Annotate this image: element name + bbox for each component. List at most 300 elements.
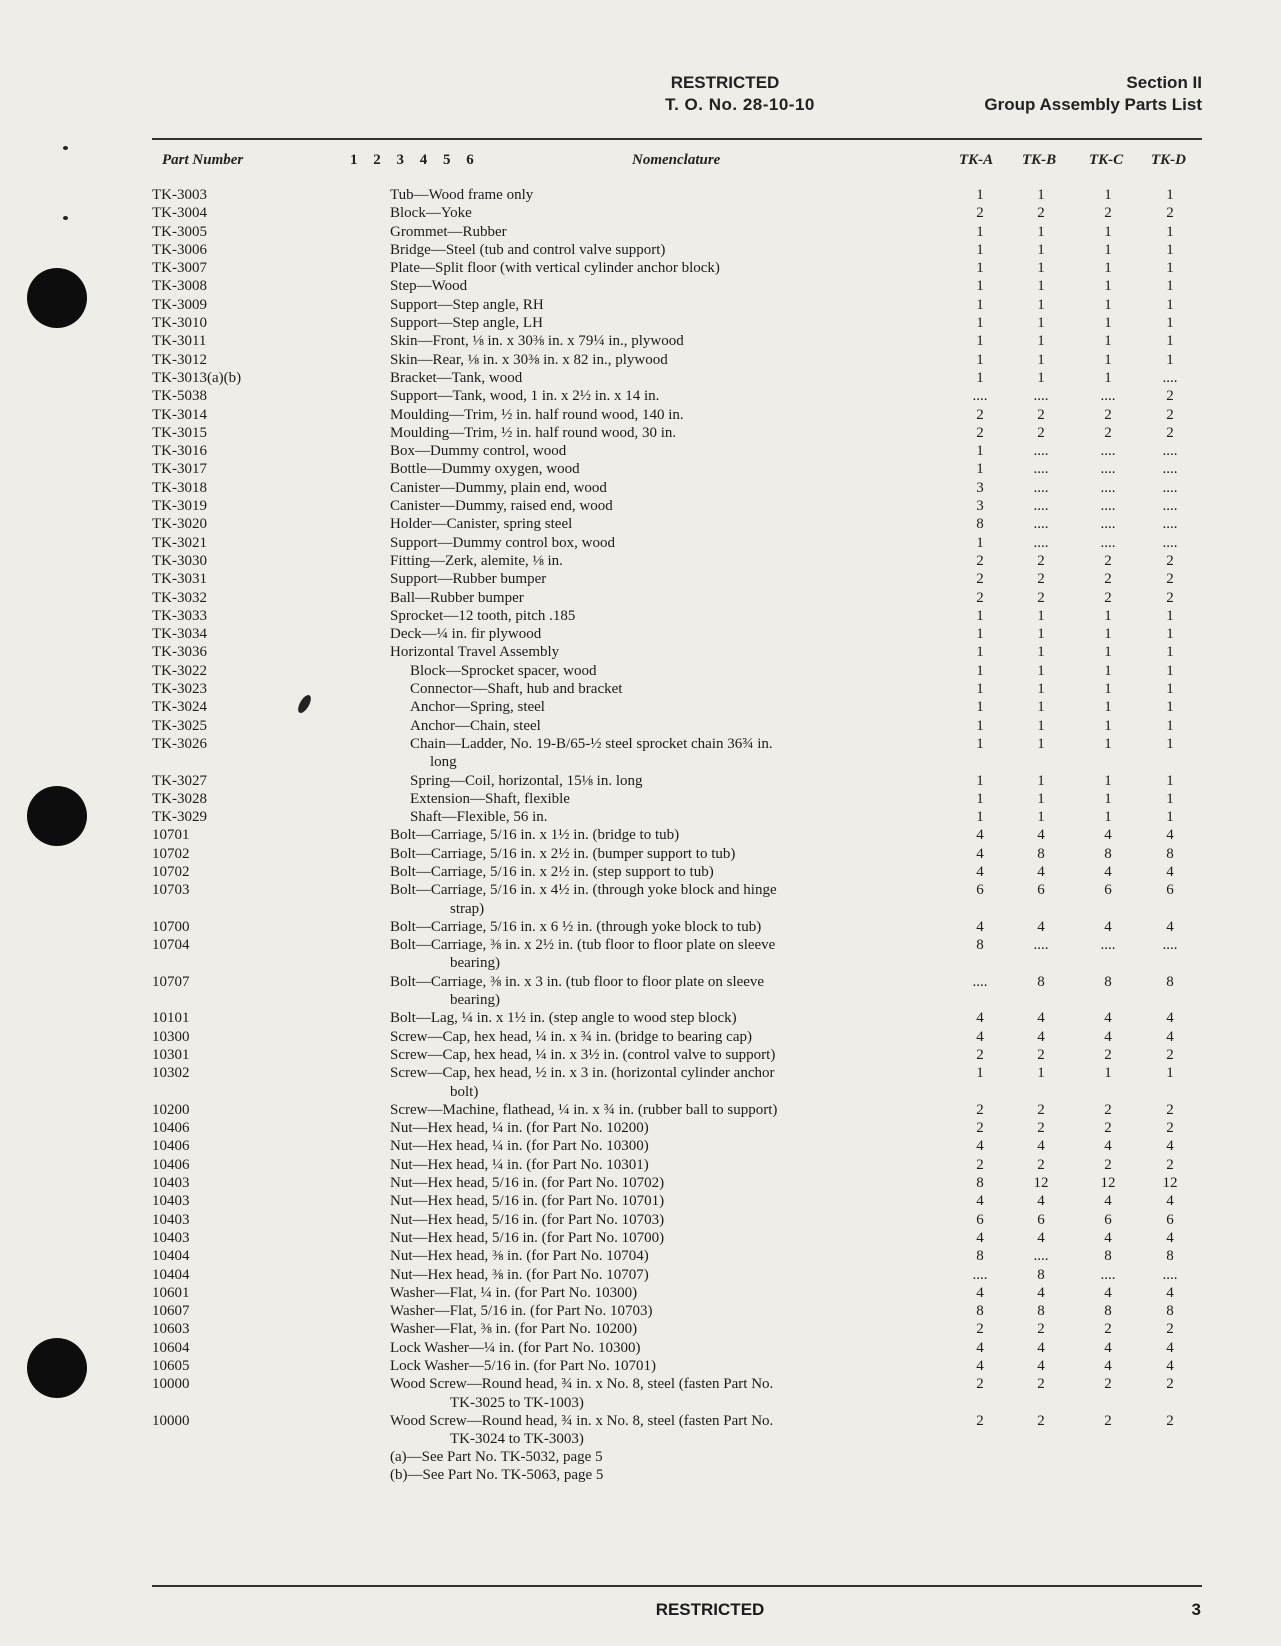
nomenclature-cell bbox=[390, 808, 956, 826]
nomenclature-cell bbox=[390, 296, 956, 314]
qty-tk-a-cell: 4 bbox=[976, 1010, 984, 1027]
part-number-cell: 10607 bbox=[152, 1303, 190, 1320]
nomenclature-text: Bolt—Carriage, ⅜ in. x 3 in. (tub floor to floor plate on sleeve bbox=[390, 973, 765, 990]
nomenclature-text: Spring—Coil, horizontal, 15⅛ in. long bbox=[410, 772, 643, 789]
part-number-cell: TK-3013(a)(b) bbox=[152, 369, 242, 386]
part-number-cell: TK-3036 bbox=[152, 644, 207, 661]
ink-speck bbox=[63, 216, 68, 220]
qty-tk-a-cell: 3 bbox=[976, 479, 984, 496]
qty-tk-a-cell: 1 bbox=[976, 296, 984, 313]
qty-tk-b-cell: 1 bbox=[1037, 626, 1045, 643]
qty-tk-d-cell: 2 bbox=[1166, 205, 1174, 222]
qty-tk-d-cell: 1 bbox=[1166, 278, 1174, 295]
qty-tk-c-cell: 1 bbox=[1104, 369, 1112, 386]
binder-hole-middle bbox=[27, 786, 87, 846]
part-number-cell: TK-3010 bbox=[152, 315, 207, 332]
qty-tk-a-cell: 8 bbox=[976, 516, 984, 533]
table-row bbox=[152, 936, 1202, 973]
table-row bbox=[152, 204, 1202, 222]
qty-tk-b-cell: 1 bbox=[1037, 241, 1045, 258]
qty-tk-c-cell: 1 bbox=[1104, 296, 1112, 313]
table-row bbox=[152, 1357, 1202, 1375]
nomenclature-cell bbox=[390, 1028, 956, 1046]
nomenclature-text: Box—Dummy control, wood bbox=[390, 443, 567, 460]
table-row bbox=[152, 625, 1202, 643]
nomenclature-text: Moulding—Trim, ½ in. half round wood, 140 in. bbox=[390, 406, 684, 423]
nomenclature-text: Bolt—Lag, ¼ in. x 1½ in. (step angle to wood step block) bbox=[390, 1010, 737, 1027]
nomenclature-cell bbox=[390, 406, 956, 424]
qty-tk-a-cell: 1 bbox=[976, 735, 984, 752]
part-number-cell: TK-3005 bbox=[152, 223, 207, 240]
qty-tk-b-cell: 1 bbox=[1037, 644, 1045, 661]
qty-tk-d-cell: 1 bbox=[1166, 241, 1174, 258]
qty-tk-c-cell: 1 bbox=[1104, 699, 1112, 716]
binder-hole-top bbox=[27, 268, 87, 328]
qty-tk-b-cell: 8 bbox=[1037, 973, 1045, 990]
nomenclature-text: Washer—Flat, ⅜ in. (for Part No. 10200) bbox=[390, 1321, 638, 1338]
qty-tk-d-cell: 1 bbox=[1166, 626, 1174, 643]
nomenclature-cell bbox=[390, 1174, 956, 1192]
qty-tk-b-cell: 4 bbox=[1037, 827, 1045, 844]
nomenclature-cell bbox=[390, 424, 956, 442]
table-row bbox=[152, 845, 1202, 863]
qty-tk-a-cell: 2 bbox=[976, 1046, 984, 1063]
footnote-b: (b)—See Part No. TK-5063, page 5 bbox=[390, 1467, 604, 1484]
table-row bbox=[152, 296, 1202, 314]
qty-tk-d-cell: 2 bbox=[1166, 1412, 1174, 1429]
qty-tk-d-cell: 1 bbox=[1166, 790, 1174, 807]
table-row bbox=[152, 918, 1202, 936]
nomenclature-cell bbox=[390, 369, 956, 387]
nomenclature-cell bbox=[390, 1284, 956, 1302]
nomenclature-cell bbox=[390, 662, 956, 680]
qty-tk-d-cell: 4 bbox=[1166, 1138, 1174, 1155]
nomenclature-cell bbox=[390, 643, 956, 661]
nomenclature-cell bbox=[390, 351, 956, 369]
nomenclature-text: Bolt—Carriage, ⅜ in. x 2½ in. (tub floor to floor plate on sleeve bbox=[390, 937, 776, 954]
qty-tk-a-cell: 2 bbox=[976, 571, 984, 588]
table-row bbox=[152, 826, 1202, 844]
footnotes bbox=[152, 1448, 1202, 1485]
qty-tk-b-cell: 4 bbox=[1037, 1284, 1045, 1301]
col-part-number: Part Number bbox=[162, 152, 244, 168]
part-number-cell: 10406 bbox=[152, 1138, 190, 1155]
qty-tk-a-cell: 3 bbox=[976, 498, 984, 515]
qty-tk-a-cell: 1 bbox=[976, 809, 984, 826]
nomenclature-text: Bolt—Carriage, 5/16 in. x 6 ½ in. (through yoke block to tub) bbox=[390, 918, 762, 935]
nomenclature-cell bbox=[390, 1412, 956, 1449]
qty-tk-d-cell: .... bbox=[1162, 498, 1178, 515]
qty-tk-c-cell: 1 bbox=[1104, 644, 1112, 661]
qty-tk-c-cell: 1 bbox=[1104, 278, 1112, 295]
qty-tk-d-cell: 1 bbox=[1166, 772, 1174, 789]
table-row bbox=[152, 680, 1202, 698]
part-number-cell: 10703 bbox=[152, 882, 190, 899]
col-tk-b: TK-B bbox=[1022, 152, 1057, 168]
part-number-cell: 10101 bbox=[152, 1010, 190, 1027]
table-row bbox=[152, 698, 1202, 716]
nomenclature-continuation: TK-3025 to TK-1003) bbox=[450, 1394, 584, 1411]
qty-tk-b-cell: .... bbox=[1033, 498, 1049, 515]
qty-tk-c-cell: 2 bbox=[1104, 1156, 1112, 1173]
qty-tk-c-cell: 4 bbox=[1104, 827, 1112, 844]
qty-tk-b-cell: .... bbox=[1033, 516, 1049, 533]
top-rule bbox=[152, 138, 1202, 140]
footnote-a: (a)—See Part No. TK-5032, page 5 bbox=[390, 1449, 603, 1465]
qty-tk-a-cell: 6 bbox=[976, 1211, 984, 1228]
nomenclature-text: Block—Sprocket spacer, wood bbox=[410, 662, 597, 679]
qty-tk-d-cell: .... bbox=[1162, 443, 1178, 460]
part-number-cell: TK-3032 bbox=[152, 589, 207, 606]
qty-tk-d-cell: .... bbox=[1162, 461, 1178, 478]
qty-tk-b-cell: 4 bbox=[1037, 1339, 1045, 1356]
qty-tk-a-cell: 2 bbox=[976, 205, 984, 222]
qty-tk-a-cell: 1 bbox=[976, 443, 984, 460]
qty-tk-c-cell: 4 bbox=[1104, 1028, 1112, 1045]
part-number-cell: TK-3026 bbox=[152, 735, 207, 752]
qty-tk-a-cell: 2 bbox=[976, 1156, 984, 1173]
table-row bbox=[152, 863, 1202, 881]
nomenclature-text: Washer—Flat, 5/16 in. (for Part No. 10703) bbox=[390, 1303, 653, 1320]
table-row bbox=[152, 1247, 1202, 1265]
qty-tk-b-cell: 6 bbox=[1037, 882, 1045, 899]
part-number-cell: TK-3011 bbox=[152, 333, 207, 350]
qty-tk-d-cell: 1 bbox=[1166, 187, 1174, 203]
qty-tk-a-cell: 8 bbox=[976, 1303, 984, 1320]
qty-tk-d-cell: 2 bbox=[1166, 571, 1174, 588]
part-number-cell: 10700 bbox=[152, 918, 190, 935]
nomenclature-continuation: bearing) bbox=[450, 992, 500, 1009]
part-number-cell: TK-3022 bbox=[152, 662, 207, 679]
nomenclature-cell bbox=[390, 1101, 956, 1119]
table-row bbox=[152, 1046, 1202, 1064]
nomenclature-continuation: bolt) bbox=[450, 1083, 479, 1100]
part-number-cell: 10403 bbox=[152, 1229, 190, 1246]
qty-tk-b-cell: 2 bbox=[1037, 1046, 1045, 1063]
nomenclature-cell bbox=[390, 332, 956, 350]
nomenclature-cell bbox=[390, 735, 956, 772]
qty-tk-a-cell: 1 bbox=[976, 662, 984, 679]
qty-tk-b-cell: 2 bbox=[1037, 424, 1045, 441]
nomenclature-text: Screw—Cap, hex head, ¼ in. x ¾ in. (bridge to bearing cap) bbox=[390, 1028, 752, 1045]
qty-tk-c-cell: .... bbox=[1100, 461, 1116, 478]
part-number-cell: TK-3009 bbox=[152, 296, 207, 313]
nomenclature-text: Support—Step angle, RH bbox=[390, 296, 544, 313]
qty-tk-c-cell: .... bbox=[1100, 1266, 1116, 1283]
nomenclature-cell bbox=[390, 680, 956, 698]
nomenclature-cell bbox=[390, 442, 956, 460]
qty-tk-b-cell: .... bbox=[1033, 937, 1049, 954]
table-row bbox=[152, 351, 1202, 369]
nomenclature-text: Support—Tank, wood, 1 in. x 2½ in. x 14 in. bbox=[390, 388, 660, 405]
qty-tk-d-cell: 4 bbox=[1166, 918, 1174, 935]
nomenclature-cell bbox=[390, 826, 956, 844]
qty-tk-b-cell: 8 bbox=[1037, 845, 1045, 862]
qty-tk-c-cell: 4 bbox=[1104, 1339, 1112, 1356]
nomenclature-cell bbox=[390, 223, 956, 241]
nomenclature-continuation: TK-3024 to TK-3003) bbox=[450, 1431, 584, 1448]
qty-tk-d-cell: 1 bbox=[1166, 681, 1174, 698]
nomenclature-cell bbox=[390, 1339, 956, 1357]
table-row bbox=[152, 643, 1202, 661]
nomenclature-cell bbox=[390, 1247, 956, 1265]
qty-tk-c-cell: 1 bbox=[1104, 790, 1112, 807]
qty-tk-a-cell: 1 bbox=[976, 681, 984, 698]
nomenclature-text: Lock Washer—¼ in. (for Part No. 10300) bbox=[390, 1339, 641, 1356]
qty-tk-b-cell: 1 bbox=[1037, 607, 1045, 624]
bottom-rule bbox=[152, 1585, 1202, 1587]
col-tk-c: TK-C bbox=[1089, 152, 1124, 168]
nomenclature-cell bbox=[390, 515, 956, 533]
nomenclature-cell bbox=[390, 460, 956, 478]
table-row bbox=[152, 1266, 1202, 1284]
part-number-cell: TK-3023 bbox=[152, 681, 207, 698]
qty-tk-a-cell: 1 bbox=[976, 699, 984, 716]
table-row bbox=[152, 589, 1202, 607]
qty-tk-d-cell: 1 bbox=[1166, 717, 1174, 734]
part-number-cell: 10302 bbox=[152, 1065, 190, 1082]
nomenclature-text: Ball—Rubber bumper bbox=[390, 589, 524, 606]
nomenclature-cell bbox=[390, 497, 956, 515]
part-number-cell: 10702 bbox=[152, 845, 190, 862]
nomenclature-cell bbox=[390, 1229, 956, 1247]
table-row bbox=[152, 1320, 1202, 1338]
qty-tk-b-cell: 1 bbox=[1037, 223, 1045, 240]
nomenclature-text: Skin—Front, ⅛ in. x 30⅜ in. x 79¼ in., plywood bbox=[390, 333, 684, 350]
nomenclature-cell bbox=[390, 772, 956, 790]
qty-tk-d-cell: 6 bbox=[1166, 882, 1174, 899]
qty-tk-b-cell: 1 bbox=[1037, 315, 1045, 332]
nomenclature-cell bbox=[390, 1046, 956, 1064]
qty-tk-c-cell: 2 bbox=[1104, 205, 1112, 222]
qty-tk-a-cell: 4 bbox=[976, 1358, 984, 1374]
qty-tk-b-cell: 1 bbox=[1037, 772, 1045, 789]
qty-tk-b-cell: 6 bbox=[1037, 1211, 1045, 1228]
nomenclature-cell bbox=[390, 1320, 956, 1338]
qty-tk-c-cell: 2 bbox=[1104, 552, 1112, 569]
nomenclature-text: Anchor—Spring, steel bbox=[410, 699, 545, 716]
part-number-cell: 10301 bbox=[152, 1046, 190, 1063]
qty-tk-c-cell: 12 bbox=[1100, 1175, 1116, 1192]
nomenclature-text: Nut—Hex head, ¼ in. (for Part No. 10300) bbox=[390, 1138, 649, 1155]
qty-tk-a-cell: 1 bbox=[976, 278, 984, 295]
part-number-cell: 10406 bbox=[152, 1156, 190, 1173]
qty-tk-b-cell: 1 bbox=[1037, 681, 1045, 698]
qty-tk-d-cell: 4 bbox=[1166, 1010, 1174, 1027]
qty-tk-d-cell: 2 bbox=[1166, 1101, 1174, 1118]
qty-tk-a-cell: .... bbox=[972, 388, 988, 405]
qty-tk-c-cell: 4 bbox=[1104, 918, 1112, 935]
nomenclature-cell bbox=[390, 790, 956, 808]
qty-tk-d-cell: 1 bbox=[1166, 296, 1174, 313]
table-row bbox=[152, 479, 1202, 497]
qty-tk-d-cell: 2 bbox=[1166, 1376, 1174, 1393]
qty-tk-a-cell: 4 bbox=[976, 845, 984, 862]
part-number-cell: TK-3006 bbox=[152, 241, 207, 258]
qty-tk-c-cell: 1 bbox=[1104, 241, 1112, 258]
nomenclature-cell bbox=[390, 1009, 956, 1027]
nomenclature-cell bbox=[390, 1211, 956, 1229]
qty-tk-b-cell: 2 bbox=[1037, 552, 1045, 569]
qty-tk-d-cell: .... bbox=[1162, 937, 1178, 954]
qty-tk-d-cell: 1 bbox=[1166, 333, 1174, 350]
nomenclature-continuation: strap) bbox=[450, 900, 485, 917]
qty-tk-a-cell: 4 bbox=[976, 1028, 984, 1045]
qty-tk-b-cell: 2 bbox=[1037, 406, 1045, 423]
qty-tk-d-cell: .... bbox=[1162, 369, 1178, 386]
qty-tk-b-cell: 1 bbox=[1037, 699, 1045, 716]
ink-speck bbox=[63, 146, 68, 150]
qty-tk-a-cell: 2 bbox=[976, 1412, 984, 1429]
part-number-cell: TK-3030 bbox=[152, 552, 207, 569]
qty-tk-d-cell: 1 bbox=[1166, 699, 1174, 716]
part-number-cell: TK-3018 bbox=[152, 479, 207, 496]
nomenclature-cell bbox=[390, 259, 956, 277]
table-row bbox=[152, 1339, 1202, 1357]
nomenclature-text: Washer—Flat, ¼ in. (for Part No. 10300) bbox=[390, 1284, 638, 1301]
header-section-title: Group Assembly Parts List bbox=[984, 95, 1202, 114]
qty-tk-b-cell: 2 bbox=[1037, 1412, 1045, 1429]
qty-tk-b-cell: 1 bbox=[1037, 809, 1045, 826]
qty-tk-d-cell: 2 bbox=[1166, 1321, 1174, 1338]
part-number-cell: 10704 bbox=[152, 937, 190, 954]
nomenclature-text: Screw—Cap, hex head, ½ in. x 3 in. (horizontal cylinder anchor bbox=[390, 1065, 775, 1082]
qty-tk-a-cell: 1 bbox=[976, 607, 984, 624]
nomenclature-cell bbox=[390, 845, 956, 863]
qty-tk-c-cell: 6 bbox=[1104, 1211, 1112, 1228]
qty-tk-b-cell: 1 bbox=[1037, 278, 1045, 295]
qty-tk-b-cell: .... bbox=[1033, 534, 1049, 551]
qty-tk-c-cell: 2 bbox=[1104, 571, 1112, 588]
qty-tk-d-cell: 1 bbox=[1166, 662, 1174, 679]
qty-tk-c-cell: 1 bbox=[1104, 662, 1112, 679]
qty-tk-c-cell: 1 bbox=[1104, 735, 1112, 752]
qty-tk-b-cell: 1 bbox=[1037, 1065, 1045, 1082]
qty-tk-d-cell: 4 bbox=[1166, 1193, 1174, 1210]
qty-tk-d-cell: 1 bbox=[1166, 644, 1174, 661]
qty-tk-d-cell: 2 bbox=[1166, 589, 1174, 606]
table-row bbox=[152, 277, 1202, 295]
qty-tk-b-cell: 2 bbox=[1037, 1156, 1045, 1173]
nomenclature-text: Bolt—Carriage, 5/16 in. x 1½ in. (bridge to tub) bbox=[390, 827, 680, 844]
nomenclature-text: Tub—Wood frame only bbox=[390, 187, 534, 203]
nomenclature-text: Nut—Hex head, ¼ in. (for Part No. 10200) bbox=[390, 1120, 649, 1137]
qty-tk-a-cell: 1 bbox=[976, 187, 984, 203]
qty-tk-a-cell: 1 bbox=[976, 626, 984, 643]
table-row bbox=[152, 223, 1202, 241]
nomenclature-text: Bolt—Carriage, 5/16 in. x 2½ in. (step support to tub) bbox=[390, 863, 714, 880]
qty-tk-a-cell: 4 bbox=[976, 1339, 984, 1356]
part-number-cell: TK-3028 bbox=[152, 790, 207, 807]
qty-tk-c-cell: 8 bbox=[1104, 973, 1112, 990]
part-number-cell: 10300 bbox=[152, 1028, 190, 1045]
nomenclature-cell bbox=[390, 625, 956, 643]
qty-tk-b-cell: 8 bbox=[1037, 1303, 1045, 1320]
nomenclature-cell bbox=[390, 1156, 956, 1174]
part-number-cell: 10403 bbox=[152, 1175, 190, 1192]
qty-tk-a-cell: .... bbox=[972, 973, 988, 990]
nomenclature-cell bbox=[390, 534, 956, 552]
nomenclature-cell bbox=[390, 1137, 956, 1155]
table-row bbox=[152, 1375, 1202, 1412]
nomenclature-text: Deck—¼ in. fir plywood bbox=[390, 626, 542, 643]
qty-tk-c-cell: 1 bbox=[1104, 607, 1112, 624]
qty-tk-b-cell: .... bbox=[1033, 479, 1049, 496]
part-number-cell: TK-3007 bbox=[152, 260, 207, 277]
table-row bbox=[152, 387, 1202, 405]
table-row bbox=[152, 1211, 1202, 1229]
table-row bbox=[152, 259, 1202, 277]
qty-tk-c-cell: 2 bbox=[1104, 1101, 1112, 1118]
qty-tk-d-cell: 1 bbox=[1166, 1065, 1174, 1082]
qty-tk-b-cell: .... bbox=[1033, 461, 1049, 478]
nomenclature-cell bbox=[390, 570, 956, 588]
col-nomenclature: Nomenclature bbox=[632, 152, 721, 168]
qty-tk-d-cell: 1 bbox=[1166, 315, 1174, 332]
qty-tk-a-cell: 1 bbox=[976, 534, 984, 551]
nomenclature-text: Block—Yoke bbox=[390, 205, 472, 222]
qty-tk-b-cell: .... bbox=[1033, 443, 1049, 460]
nomenclature-text: Support—Rubber bumper bbox=[390, 571, 547, 588]
qty-tk-c-cell: .... bbox=[1100, 443, 1116, 460]
qty-tk-b-cell: 1 bbox=[1037, 662, 1045, 679]
qty-tk-d-cell: 12 bbox=[1162, 1175, 1178, 1192]
qty-tk-c-cell: 4 bbox=[1104, 1284, 1112, 1301]
qty-tk-b-cell: 2 bbox=[1037, 571, 1045, 588]
qty-tk-b-cell: 4 bbox=[1037, 1028, 1045, 1045]
qty-tk-b-cell: 4 bbox=[1037, 863, 1045, 880]
qty-tk-c-cell: 4 bbox=[1104, 1358, 1112, 1374]
qty-tk-b-cell: 12 bbox=[1033, 1175, 1049, 1192]
part-number-cell: TK-3012 bbox=[152, 351, 207, 368]
nomenclature-text: Fitting—Zerk, alemite, ⅛ in. bbox=[390, 552, 563, 569]
binder-hole-bottom bbox=[27, 1338, 87, 1398]
nomenclature-cell bbox=[390, 698, 956, 716]
table-row bbox=[152, 1064, 1202, 1101]
nomenclature-text: Connector—Shaft, hub and bracket bbox=[410, 681, 623, 698]
part-number-cell: 10404 bbox=[152, 1266, 190, 1283]
qty-tk-c-cell: 2 bbox=[1104, 424, 1112, 441]
nomenclature-text: Nut—Hex head, 5/16 in. (for Part No. 10702) bbox=[390, 1175, 665, 1192]
qty-tk-c-cell: 1 bbox=[1104, 717, 1112, 734]
table-row bbox=[152, 424, 1202, 442]
qty-tk-d-cell: 4 bbox=[1166, 863, 1174, 880]
qty-tk-a-cell: 2 bbox=[976, 424, 984, 441]
nomenclature-text: Holder—Canister, spring steel bbox=[390, 516, 573, 533]
qty-tk-d-cell: 4 bbox=[1166, 827, 1174, 844]
nomenclature-cell bbox=[390, 863, 956, 881]
nomenclature-text: Anchor—Chain, steel bbox=[410, 717, 541, 734]
nomenclature-text: Lock Washer—5/16 in. (for Part No. 10701) bbox=[390, 1358, 656, 1374]
qty-tk-b-cell: 4 bbox=[1037, 918, 1045, 935]
table-row bbox=[152, 1302, 1202, 1320]
qty-tk-a-cell: 6 bbox=[976, 882, 984, 899]
qty-tk-a-cell: 4 bbox=[976, 827, 984, 844]
part-number-cell: 10404 bbox=[152, 1248, 190, 1265]
qty-tk-d-cell: .... bbox=[1162, 534, 1178, 551]
nomenclature-cell bbox=[390, 607, 956, 625]
qty-tk-c-cell: 2 bbox=[1104, 1412, 1112, 1429]
nomenclature-text: Bottle—Dummy oxygen, wood bbox=[390, 461, 580, 478]
part-number-cell: TK-3029 bbox=[152, 809, 207, 826]
qty-tk-d-cell: 8 bbox=[1166, 845, 1174, 862]
qty-tk-c-cell: 1 bbox=[1104, 187, 1112, 203]
nomenclature-cell bbox=[390, 1064, 956, 1101]
table-row bbox=[152, 1119, 1202, 1137]
qty-tk-c-cell: 4 bbox=[1104, 1229, 1112, 1246]
nomenclature-text: Support—Step angle, LH bbox=[390, 315, 543, 332]
qty-tk-d-cell: 4 bbox=[1166, 1229, 1174, 1246]
